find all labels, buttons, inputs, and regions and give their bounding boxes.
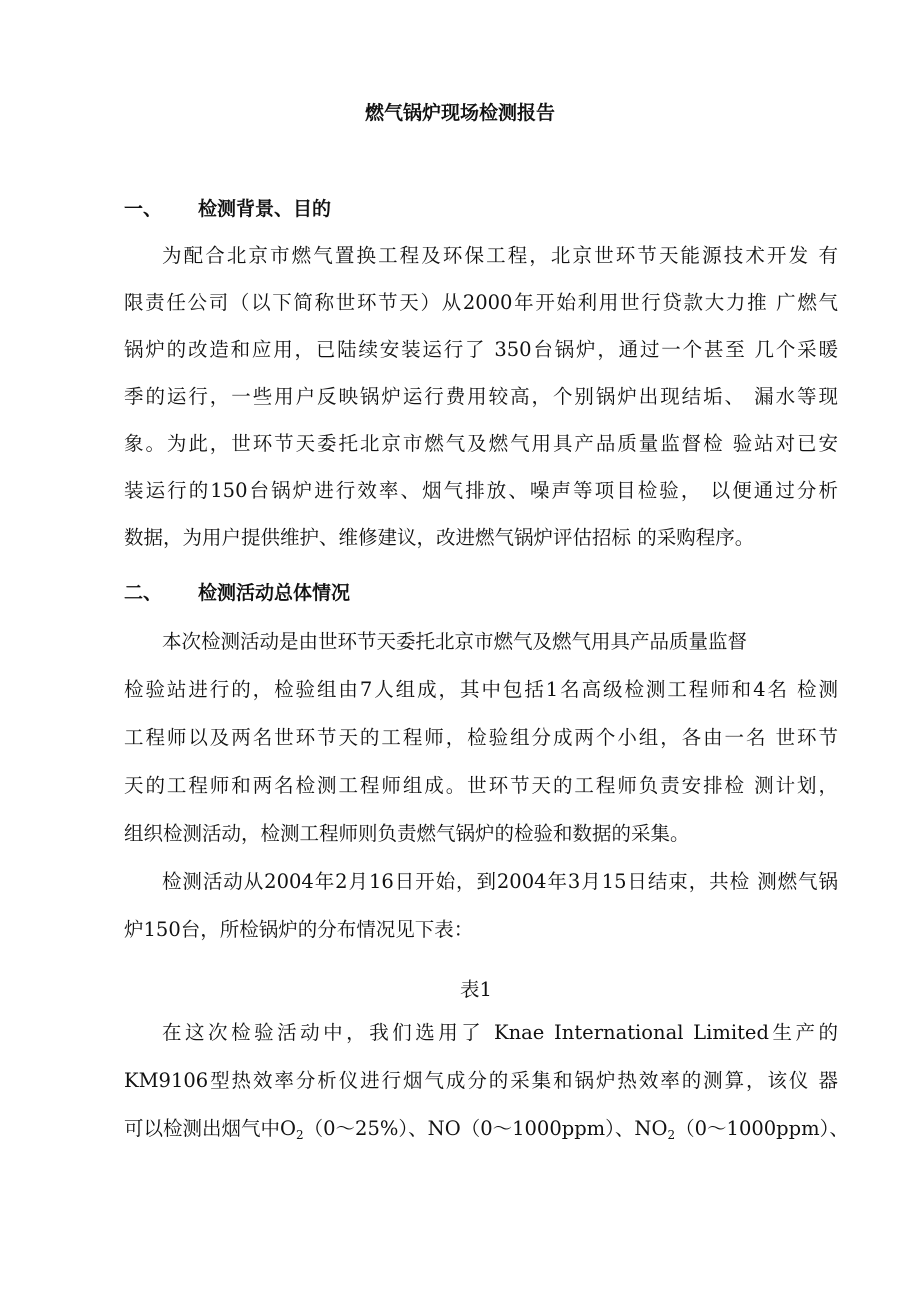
section-1-number: 一、: [124, 198, 163, 220]
paragraph-line: 装运行的150台锅炉进行效率、烟气排放、噪声等项目检验， 以便通过分析: [124, 479, 838, 502]
section-2-number: 二、: [124, 582, 163, 604]
paragraph-line: 天的工程师和两名检测工程师组成。世环节天的工程师负责安排检 测计划，: [124, 774, 838, 797]
text-fragment: （0〜1000ppm）、: [675, 1117, 849, 1140]
table-caption: 表1: [460, 978, 492, 1001]
section-2-title: 检测活动总体情况: [198, 582, 351, 604]
subscript: 2: [667, 1128, 676, 1142]
text-fragment: 可以检测出烟气中O: [124, 1117, 296, 1140]
subscript: 2: [296, 1128, 304, 1142]
paragraph-line: 限责任公司（以下简称世环节天）从2000年开始利用世行贷款大力推 广燃气: [124, 291, 838, 314]
section-1-title: 检测背景、目的: [198, 198, 332, 220]
paragraph-line: 为配合北京市燃气置换工程及环保工程，北京世环节天能源技术开发 有: [162, 244, 838, 267]
paragraph-line: 锅炉的改造和应用，已陆续安装运行了 350台锅炉，通过一个甚至 几个采暖: [124, 338, 838, 361]
paragraph-line: 组织检测活动，检测工程师则负责燃气锅炉的检验和数据的采集。: [124, 822, 690, 845]
section-2-heading: [124, 578, 350, 605]
paragraph-line: 检验站进行的，检验组由7人组成，其中包括1名高级检测工程师和4名 检测: [124, 678, 838, 701]
paragraph-line: 季的运行，一些用户反映锅炉运行费用较高，个别锅炉出现结垢、 漏水等现: [124, 385, 838, 408]
text-fragment: （0〜25%）、NO（0〜1000ppm）、NO: [303, 1117, 668, 1140]
report-title: 燃气锅炉现场检测报告: [364, 102, 555, 124]
paragraph-line-with-formulas: [124, 1113, 849, 1142]
section-1-heading: [124, 194, 331, 221]
paragraph-line: 检测活动从2004年2月16日开始，到2004年3月15日结束，共检 测燃气锅: [162, 870, 838, 893]
paragraph-line: 在这次检验活动中，我们选用了 Knae International Limited生产的: [162, 1021, 838, 1044]
paragraph-line: 数据，为用户提供维护、维修建议，改进燃气锅炉评估招标 的采购程序。: [124, 526, 755, 549]
paragraph-line: 象。为此，世环节天委托北京市燃气及燃气用具产品质量监督检 验站对已安: [124, 432, 838, 455]
paragraph-line: 炉150台，所检锅炉的分布情况见下表：: [124, 918, 474, 941]
paragraph-line: 本次检测活动是由世环节天委托北京市燃气及燃气用具产品质量监督: [162, 630, 748, 653]
paragraph-line: 工程师以及两名世环节天的工程师，检验组分成两个小组，各由一名 世环节: [124, 726, 838, 749]
paragraph-line: KM9106型热效率分析仪进行烟气成分的采集和锅炉热效率的测算，该仪 器: [124, 1069, 838, 1092]
